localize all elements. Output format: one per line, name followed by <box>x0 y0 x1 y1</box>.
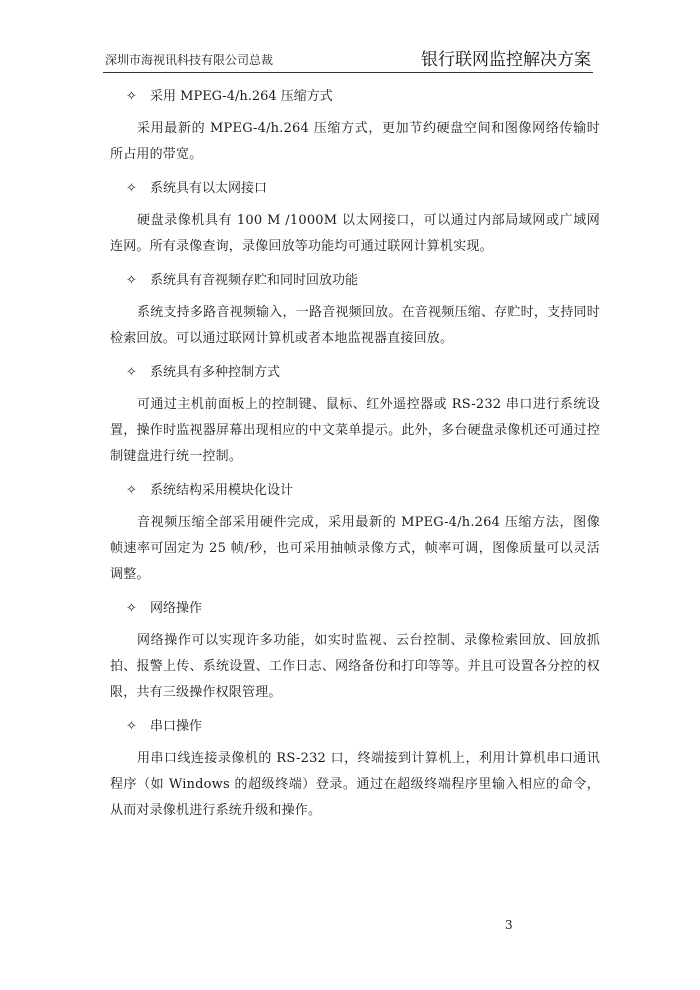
section-paragraph: 网络操作可以实现许多功能，如实时监视、云台控制、录像检索回放、回放抓拍、报警上传、系统设置、工作日志、网络备份和打印等等。并且可设置各分控的权限，共有三级操作权限管理。 <box>110 633 600 700</box>
section-paragraph: 用串口线连接录像机的 RS-232 口，终端接到计算机上，利用计算机串口通讯程序（如 Windows 的超级终端）登录。通过在超级终端程序里输入相应的命令，从而对录像机进行系统升级和操作。 <box>110 751 600 818</box>
page-header <box>103 40 593 73</box>
section-heading: ✧ 系统具有音视频存贮和同时回放功能 <box>110 270 600 292</box>
section-heading: ✧ 系统结构采用模块化设计 <box>110 480 600 502</box>
section-compression <box>110 86 600 168</box>
diamond-bullet-icon: ✧ <box>126 89 137 104</box>
diamond-bullet-icon: ✧ <box>126 181 137 196</box>
page-number: 3 <box>505 918 513 932</box>
section-av-storage <box>110 270 600 352</box>
section-ethernet <box>110 178 600 260</box>
section-paragraph: 采用最新的 MPEG-4/h.264 压缩方式，更加节约硬盘空间和图像网络传输时所占用的带宽。 <box>110 121 600 162</box>
document-title: 银行联网监控解决方案 <box>421 50 591 70</box>
section-heading: ✧ 采用 MPEG-4/h.264 压缩方式 <box>110 86 600 108</box>
company-name: 深圳市海视讯科技有限公司总裁 <box>105 53 274 67</box>
diamond-bullet-icon: ✧ <box>126 273 137 288</box>
section-heading: ✧ 系统具有多种控制方式 <box>110 362 600 384</box>
section-paragraph: 系统支持多路音视频输入，一路音视频回放。在音视频压缩、存贮时，支持同时检索回放。可以通过联网计算机或者本地监视器直接回放。 <box>110 305 600 346</box>
diamond-bullet-icon: ✧ <box>126 483 137 498</box>
section-modular <box>110 480 600 588</box>
section-heading: ✧ 系统具有以太网接口 <box>110 178 600 200</box>
section-network <box>110 598 600 706</box>
document-body <box>110 86 600 834</box>
section-paragraph: 音视频压缩全部采用硬件完成，采用最新的 MPEG-4/h.264 压缩方法，图像帧速率可固定为 25 帧/秒，也可采用抽帧录像方式，帧率可调，图像质量可以灵活调整。 <box>110 515 600 582</box>
section-heading: ✧ 网络操作 <box>110 598 600 620</box>
section-control <box>110 362 600 470</box>
section-heading: ✧ 串口操作 <box>110 716 600 738</box>
section-paragraph: 可通过主机前面板上的控制键、鼠标、红外遥控器或 RS-232 串口进行系统设置，操作时监视器屏幕出现相应的中文菜单提示。此外，多台硬盘录像机还可通过控制键盘进行统一控制。 <box>110 397 600 464</box>
section-serial <box>110 716 600 824</box>
section-paragraph: 硬盘录像机具有 100 M /1000M 以太网接口，可以通过内部局域网或广域网连网。所有录像查询，录像回放等功能均可通过联网计算机实现。 <box>110 213 600 254</box>
diamond-bullet-icon: ✧ <box>126 365 137 380</box>
diamond-bullet-icon: ✧ <box>126 601 137 616</box>
diamond-bullet-icon: ✧ <box>126 719 137 734</box>
